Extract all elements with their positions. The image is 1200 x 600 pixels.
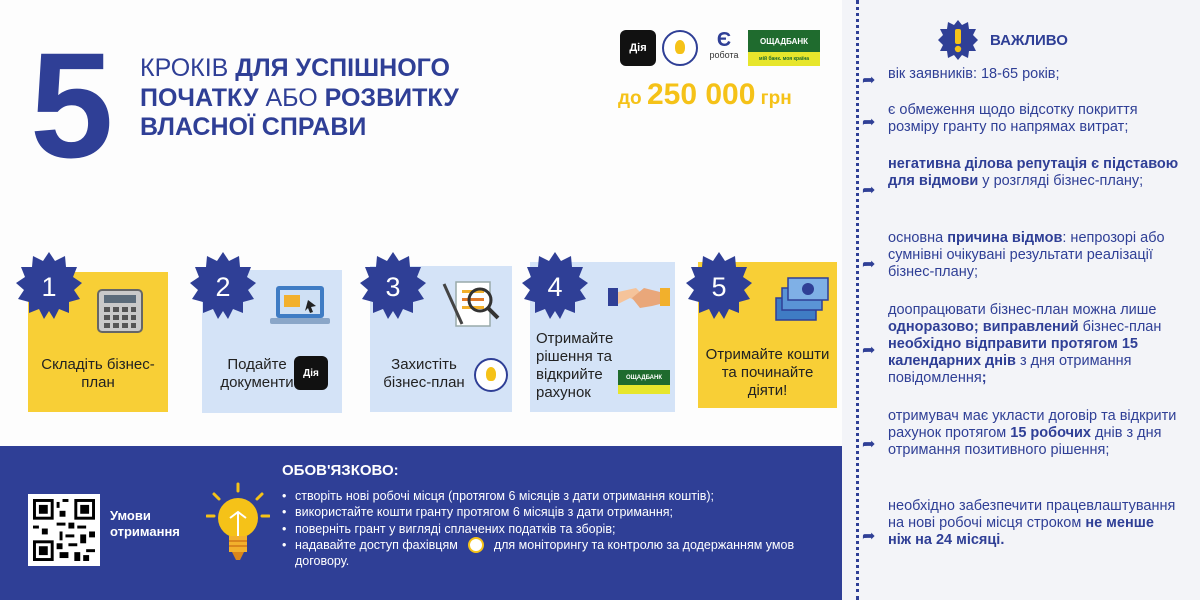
handshake-icon [608, 278, 670, 318]
diia-logo: Дія [620, 30, 656, 66]
arrow-icon: ➦ [862, 72, 876, 89]
important-item-text [888, 66, 1180, 83]
important-item-4-text-c: : непрозорі або сумнівні очікувані результати реалізації бізнес-плану; [888, 230, 1165, 280]
employment-center-logo [662, 30, 698, 66]
title-part-1: КРОКІВ [140, 54, 236, 82]
oschadbank-mini-name: ОЩАДБАНК [625, 374, 663, 381]
step-5-number: 5 [711, 271, 727, 302]
step-2-badge [188, 252, 258, 322]
important-item-5-bold-b: одноразово; виправлений [888, 318, 1079, 335]
arrow-icon: ➦ [862, 256, 876, 273]
important-item-7-bold: не менше ніж на 24 місяці. [888, 514, 1154, 548]
important-item-3-bold: негативна ділова репутація є підставою для відмови [888, 156, 1179, 189]
important-item-5-bold-d: необхідно відправити протягом 15 календарних днів [888, 335, 1138, 369]
arrow-icon: ➦ [862, 114, 876, 131]
arrow-icon: ➦ [862, 182, 876, 199]
qr-code-image [33, 499, 95, 561]
oschadbank-logo [748, 30, 820, 66]
important-item-3-text: у розгляді бізнес-плану; [978, 172, 1144, 189]
step-4-text: Отримайте рішення та відкрийте рахунок [536, 330, 614, 401]
oschadbank-slogan: мій банк. моя країна [748, 52, 820, 66]
step-1-badge [14, 252, 84, 322]
important-item-6-text-a: отримувач має укласти договір та відкрити рахунок протягом [888, 408, 1177, 441]
arrow-icon: ➦ [862, 342, 876, 359]
robota-logo [704, 30, 744, 66]
lightbulb-icon [206, 482, 270, 566]
important-item-text [888, 230, 1180, 281]
mandatory-item: • поверніть грант у вигляді сплачених податків та зборів; [282, 521, 822, 537]
oschadbank-mini-logo [618, 370, 670, 394]
title-bold-2: РОЗВИТКУ ВЛАСНОЇ СПРАВИ [140, 83, 459, 141]
arrow-icon: ➦ [862, 436, 876, 453]
step-5-text: Отримайте кошти та починайте діяти! [705, 346, 830, 399]
step-3-badge [358, 252, 428, 322]
oschadbank-name: ОЩАДБАНК [759, 36, 809, 46]
important-item-text [888, 102, 1180, 136]
step-2-number: 2 [215, 271, 231, 302]
important-item-text [888, 156, 1180, 190]
mandatory-item [282, 537, 822, 570]
mandatory-title: ОБОВ'ЯЗКОВО: [282, 462, 399, 479]
important-item-text [888, 408, 1180, 459]
step-1-text: Складіть бізнес-план [41, 356, 155, 391]
step-2-text: Подайте документи [220, 356, 294, 391]
mandatory-item-part-1: надавайте доступ фахівцям [295, 537, 458, 552]
important-item-6-bold: 15 робочих [1010, 424, 1091, 441]
important-item-4-bold: причина відмов [947, 230, 1063, 246]
step-3-text: Захистіть бізнес-план [383, 356, 465, 391]
employment-center-mini-logo [474, 358, 508, 392]
important-title: ВАЖЛИВО [990, 32, 1068, 49]
important-item-5-text-a: доопрацювати бізнес-план можна лише [888, 302, 1157, 318]
qr-label-line-1: Умови [110, 508, 151, 523]
big-number-five: 5 [30, 21, 110, 189]
amount-prefix: до [618, 88, 647, 109]
important-item-5-text-e: з дня отримання повідомлення [888, 352, 1132, 386]
laptop-icon [270, 282, 330, 328]
step-5-badge [684, 252, 754, 322]
document-magnifier-icon [442, 276, 502, 334]
important-item-5-bold-f: ; [981, 369, 987, 386]
qr-label-line-2: отримання [110, 524, 180, 540]
important-item-4-text-a: основна [888, 230, 948, 246]
step-4-badge [520, 252, 590, 322]
grant-amount [618, 78, 792, 112]
important-item-text [888, 302, 1180, 387]
qr-label [110, 508, 180, 541]
robota-word: робота [709, 50, 739, 60]
amount-value: 250 000 [646, 78, 756, 111]
money-stack-icon [772, 276, 830, 326]
partner-logos [620, 30, 825, 66]
step-3-number: 3 [385, 271, 401, 302]
important-item-5-text-c: бізнес-план [1078, 318, 1162, 335]
important-item-text [888, 498, 1180, 549]
important-item-1-text: вік заявників: 18-65 років; [888, 66, 1060, 82]
diia-mini-logo: Дія [294, 356, 328, 390]
important-item-7-text-a: необхідно забезпечити працевлаштування на нові робочі місця строком [888, 498, 1176, 531]
qr-code[interactable] [28, 494, 100, 566]
warning-badge-icon [938, 20, 978, 60]
employment-center-mini-icon [468, 537, 484, 553]
title-part-2: АБО [258, 83, 325, 112]
page-title [140, 54, 480, 143]
important-item-2-text: є обмеження щодо відсотку покриття розміру гранту по напрямах витрат; [888, 102, 1138, 135]
calculator-icon [92, 286, 148, 336]
arrow-icon: ➦ [862, 528, 876, 545]
dotted-divider [856, 0, 859, 600]
title-bold-1: ДЛЯ УСПІШНОГО ПОЧАТКУ [140, 54, 450, 112]
step-4-number: 4 [547, 271, 563, 302]
important-item-6-text-c: днів з дня отримання позитивного рішення; [888, 424, 1162, 458]
mandatory-item-part-2: для моніторингу та контролю за додержанням умов договору. [295, 537, 795, 569]
mandatory-item: • створіть нові робочі місця (протягом 6 місяців з дати отримання коштів); [282, 488, 822, 504]
amount-suffix: грн [755, 88, 792, 109]
robota-mark: Є [716, 29, 732, 51]
mandatory-item: • використайте кошти гранту протягом 6 місяців з дати отримання; [282, 504, 822, 520]
mandatory-list [282, 488, 822, 570]
step-1-number: 1 [41, 271, 57, 302]
